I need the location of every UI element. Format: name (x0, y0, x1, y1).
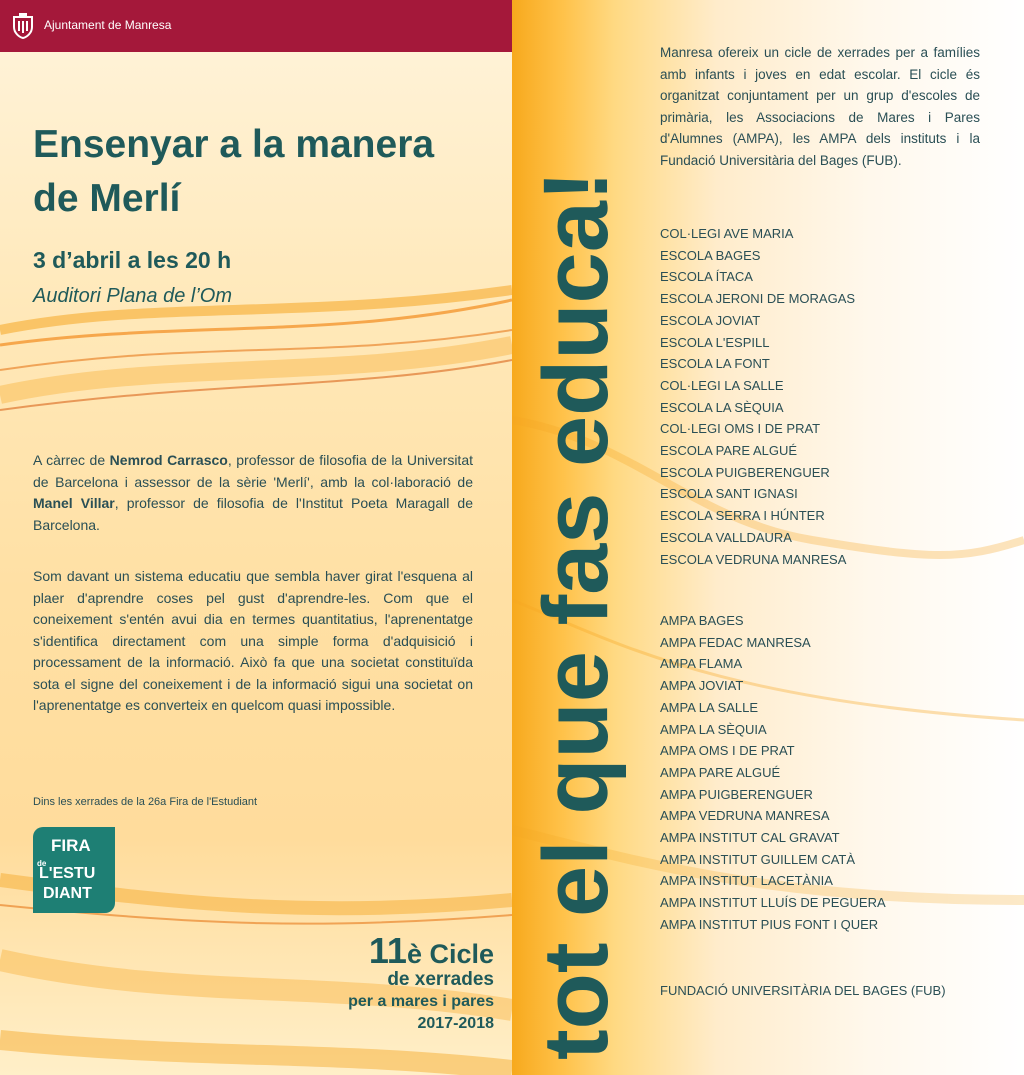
school-item: ESCOLA SERRA I HÚNTER (660, 508, 825, 524)
speaker-text-b: , professor de filosofia de la Universitat de Barcelona i assessor de la sèrie 'Merlí', amb la col·laboració de (33, 452, 473, 490)
cycle-line2: de xerrades (387, 969, 494, 990)
description-paragraph: Som davant un sistema educatiu que sembla haver girat l'esquena al plaer d'aprendre coses pel gust d'aprendre-les. Com que el coneixement s'entén avui dia en termes quantitatius, l'aprenentatge s'identifica directament com una simple forma d'adquisició i processament de la informació. Això fa que una societat constituïda sota el signe del coneixement i de la informació sigui una societat on l'aprenentatge es converteix en quelcom quasi impossible. (33, 568, 473, 713)
fira-logo-line2: de (37, 859, 47, 868)
school-item: ESCOLA JOVIAT (660, 312, 761, 328)
fira-logo-line1: FIRA (51, 836, 91, 855)
event-title (33, 118, 493, 226)
fub-label: FUNDACIÓ UNIVERSITÀRIA DEL BAGES (FUB) (660, 983, 946, 998)
event-venue: Auditori Plana de l’Om (33, 285, 232, 307)
school-item: ESCOLA PUIGBERENGUER (660, 464, 830, 480)
cycle-line3: per a mares i pares (348, 993, 494, 1010)
school-item: ESCOLA ÍTACA (660, 269, 753, 285)
ampa-item: AMPA LA SALLE (660, 699, 759, 715)
ampa-item: AMPA INSTITUT PIUS FONT I QUER (660, 916, 879, 932)
ampa-item: AMPA OMS I DE PRAT (660, 743, 795, 759)
schools-list (660, 223, 855, 570)
school-item: ESCOLA L'ESPILL (660, 334, 770, 350)
ampa-item: AMPA LA SÈQUIA (660, 721, 767, 737)
school-item: ESCOLA LA SÈQUIA (660, 399, 784, 415)
speaker-paragraph (33, 450, 473, 536)
ampa-item: AMPA BAGES (660, 613, 744, 628)
ampa-item: AMPA PUIGBERENGUER (660, 786, 813, 802)
fira-logo-line3: L'ESTU (39, 865, 96, 882)
ampa-item: AMPA INSTITUT LACETÀNIA (660, 873, 833, 889)
school-item: COL·LEGI OMS I DE PRAT (660, 421, 821, 437)
school-item: ESCOLA SANT IGNASI (660, 486, 798, 502)
fira-logo-line4: DIANT (43, 885, 92, 902)
school-item: ESCOLA VALLDAURA (660, 529, 792, 545)
ampa-item: AMPA FLAMA (660, 656, 743, 672)
slogan-vertical: tot el que fas educa! (525, 170, 627, 1060)
school-item: COL·LEGI AVE MARIA (660, 226, 794, 241)
cycle-suffix: è Cicle (406, 939, 494, 969)
ampa-item: AMPA INSTITUT CAL GRAVAT (660, 830, 840, 846)
speaker-name-1: Nemrod Carrasco (109, 452, 228, 468)
fira-note: Dins les xerrades de la 26a Fira de l'Estudiant (33, 796, 258, 808)
school-item: ESCOLA PARE ALGUÉ (660, 443, 798, 459)
school-item: ESCOLA LA FONT (660, 356, 770, 372)
fira-estudiant-logo (33, 827, 115, 913)
school-item: ESCOLA VEDRUNA MANRESA (660, 551, 847, 567)
ampa-item: AMPA INSTITUT LLUÍS DE PEGUERA (660, 895, 886, 911)
ampa-item: AMPA JOVIAT (660, 678, 744, 694)
ampa-item: AMPA FEDAC MANRESA (660, 634, 811, 650)
event-date: 3 d’abril a les 20 h (33, 247, 232, 273)
header-bar (0, 0, 512, 52)
ampa-item: AMPA PARE ALGUÉ (660, 764, 781, 780)
event-title-line1: Ensenyar a la manera (33, 123, 435, 166)
cycle-number: 11 (368, 930, 407, 971)
speaker-name-2: Manel Villar (33, 495, 115, 511)
school-item: ESCOLA BAGES (660, 247, 761, 263)
intro-paragraph: Manresa ofereix un cicle de xerrades per a famílies amb infants i joves en edat escolar. El cicle és organitzat conjuntament per un grup d'escoles de primària, les Associacions de Mares i Pares d'Alumnes (AMPA), les AMPA dels instituts i la Fundació Universitària del Bages (FUB). (660, 45, 980, 168)
city-crest-icon (12, 13, 34, 39)
org-name: Ajuntament de Manresa (44, 18, 172, 32)
speaker-text-a: A càrrec de (33, 452, 110, 468)
speaker-text-c: , professor de filosofia de l'Institut Poeta Maragall de Barcelona. (33, 495, 473, 533)
cycle-block (348, 930, 494, 1035)
cycle-years: 2017-2018 (417, 1015, 494, 1032)
ampa-item: AMPA VEDRUNA MANRESA (660, 808, 830, 824)
event-title-line2: de Merlí (33, 177, 181, 220)
school-item: ESCOLA JERONI DE MORAGAS (660, 291, 856, 307)
ampa-list (660, 610, 886, 936)
ampa-item: AMPA INSTITUT GUILLEM CATÀ (660, 851, 856, 867)
school-item: COL·LEGI LA SALLE (660, 377, 784, 393)
